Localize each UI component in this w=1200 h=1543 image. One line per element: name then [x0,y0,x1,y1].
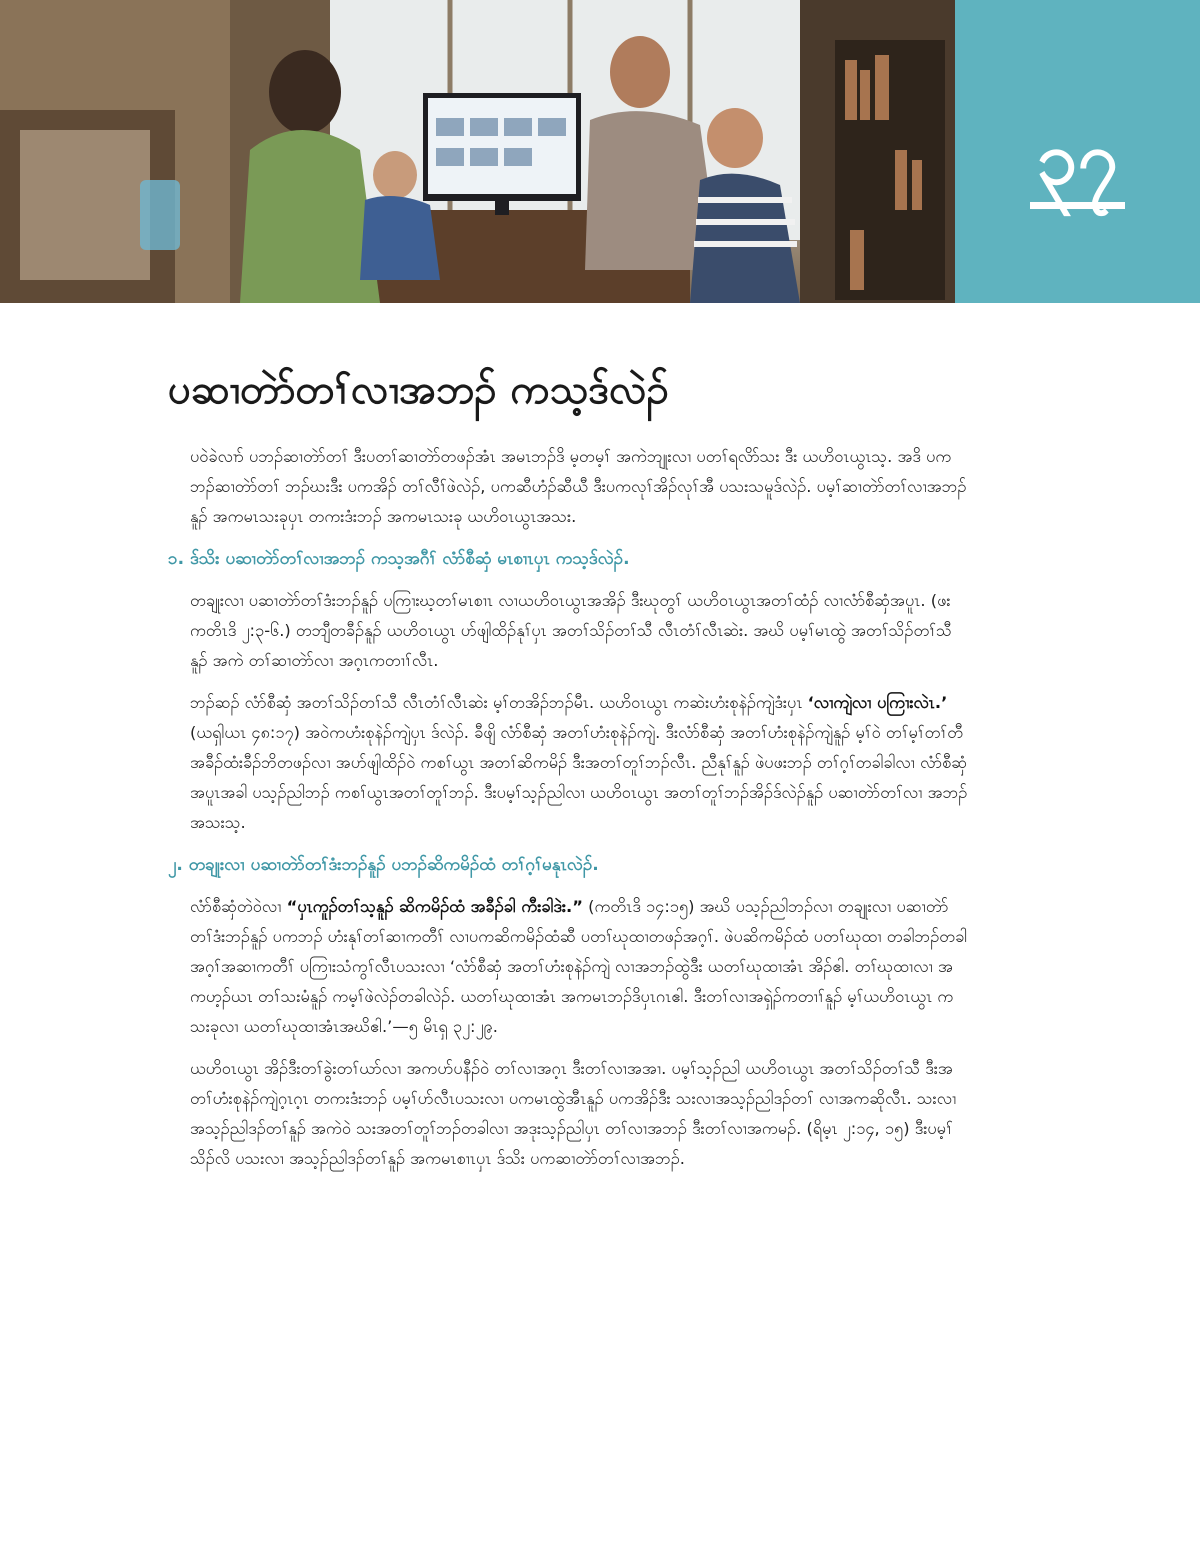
lesson-number-underline [1030,202,1125,209]
section-2-heading: ၂. တချုးလၢ ပဆၢတဲာ်တၢ်ဒံးဘၣ်နူၣ် ပဘၣ်ဆိကမိၣ်ထံ တၢ်ဂ့ၢ်မနုၤလဲၣ်. [168,855,599,875]
section-2-paragraph-1-quote: “ပှၤကူၣ်တၢ်သ့နူၣ် ဆိကမိၣ်ထံ အခီၣ်ခါ ကီးခါဒဲး.” [286,897,583,916]
baby [373,151,417,199]
father [610,36,670,108]
section-2-paragraph-1-text-b: (ကတိၤဒိ ၁၄:၁၅) အဃိ ပသ့ၣ်ညါဘၣ်လၢ တချုးလၢ ပဆၢတဲာ်တၢ်ဒံးဘၣ်နူၣ် ပကဘၣ် ဟံးနုၢ်တၢ်ဆၢကတီၢ် လၢပကဆိကမိၣ်ထံဆီ ပတၢ်ဃုထၢတဖၣ်အဂ့ၢ်. ဖဲပဆိကမိၣ်ထံ ပတၢ်ဃုထၢ တခါဘၣ်တခါ အဂ့ၢ်အဆၢကတီၢ် ပကြၢးသံကွၢ်လီၤပသးလၢ ‘လံာ်စီဆှံ အတၢ်ဟံးစုနဲၣ်ကျဲ လၢအဘၣ်ထွဲဒီး ယတၢ်ဃုထၢအံၤ အိၣ်ဧါ. တၢ်ဃုထၢလၢ အကဟ့ၣ်ယၤ တၢ်သးမံနူၣ် ကမ့ၢ်ဖဲလဲၣ်တခါလဲၣ်. ယတၢ်ဃုထၢအံၤ အကမၤဘၣ်ဒိပှၤဂၤဧါ. ဒီးတၢ်လၢအရှဲၣ်ကတၢၢ်နူၣ် မ့ၢ်ယဟိဝၤယွၤ ကသးခုလၢ ယတၢ်ဃုထၢအံၤအဃိဧါ.’—၅ မိၤရှ ၃၂:၂၉. [190,897,968,1036]
section-1-paragraph-1: တချုးလၢ ပဆၢတဲာ်တၢ်ဒံးဘၣ်နူၣ် ပကြၢးဃ့တၢ်မၤစၢၤ လၢယဟိဝၤယွၤအအိၣ် ဒီးဃုတွၢ် ယဟိဝၤယွၤအတၢ်ထံၣ် လၢလံာ်စီဆှံအပူၤ. (ဖး ကတိၤဒိ ၂:၃-၆.) တဘျီတခီၣ်နူၣ် ယဟိဝၤယွၤ ပာ်ဖျါထိၣ်နုၢ်ပှၤ အတၢ်သိၣ်တၢ်သီ လီၤတံၢ်လီၤဆဲး. အဃိ ပမ့ၢ်မၤထွဲ အတၢ်သိၣ်တၢ်သီနူၣ် အကဲ တၢ်ဆၢတဲာ်လၢ အဂ့ၤကတၢၢ်လီၤ. [190,591,952,670]
section-2-paragraph-1 [168,892,968,1042]
section-2-paragraph-1-text-a: လံာ်စီဆှံတဲဝဲလၢ [190,897,282,916]
boy [707,108,763,168]
lesson-number-box [955,0,1200,303]
section-1-heading: ၁. ဒ်သိး ပဆၢတဲာ်တၢ်လၢအဘၣ် ကသ့အဂီၢ် လံာ်စီဆှံ မၤစၢၤပှၤ ကသ့ဒ်လဲၣ်. [168,549,630,569]
hero-family-photo [0,0,955,303]
section-1-paragraph-2 [168,688,968,838]
section-1-paragraph-2-text-a: ဘၣ်ဆၣ် လံာ်စီဆှံ အတၢ်သိၣ်တၢ်သီ လီၤတံၢ်လီၤဆဲး မ့ၢ်တအိၣ်ဘၣ်မီၤ. ယဟိဝၤယွၤ ကဆဲးဟံးစုနဲၣ်ကျဲဒံးပှၤ [190,693,803,712]
lesson-number: ၃၇ [1037,116,1118,200]
section-2-paragraph-2: ယဟိဝၤယွၤ အိၣ်ဒီးတၢ်ခွဲးတၢ်ယာ်လၢ အကပာ်ပနီၣ်ဝဲ တၢ်လၢအဂ့ၤ ဒီးတၢ်လၢအအၢ. ပမ့ၢ်သ့ၣ်ညါ ယဟိဝၤယွၤ အတၢ်သိၣ်တၢ်သီ ဒီးအတၢ်ဟံးစုနဲၣ်ကျဲဂ့ၤဂ့ၤ တကးဒံးဘၣ် ပမ့ၢ်ပာ်လီၤပသးလၢ ပကမၤထွဲအီၤနူၣ် ပကအိၣ်ဒီး သးလၢအသ့ၣ်ညါဒၣ်တၢ် လၢအကဆိုလီၤ. သးလၢအသ့ၣ်ညါဒၣ်တၢ်နူၣ် အကဲဝဲ သးအတၢ်တူၢ်ဘၣ်တခါလၢ အဒုးသ့ၣ်ညါပှၤ တၢ်လၢအဘၣ် ဒီးတၢ်လၢအကမၣ်. (ရိမ့ၤ ၂:၁၄, ၁၅) ဒီးပမ့ၢ် သိၣ်လိ ပသးလၢ အသ့ၣ်ညါဒၣ်တၢ်နူၣ် အကမၤစၢၤပှၤ ဒ်သိး ပကဆၢတဲာ်တၢ်လၢအဘၣ်. [190,1059,957,1168]
section-1-paragraph-2-quote: ‘လၢကျဲလၢ ပကြၢးလဲၤ.’ [807,693,948,712]
main-content [168,442,968,1186]
mother [269,50,341,134]
intro-paragraph: ပဝဲခဲလၢာ် ပဘၣ်ဆၢတဲာ်တၢ် ဒီးပတၢ်ဆၢတဲာ်တဖၣ်အံၤ အမၤဘၣ်ဒိ မ့တမ့ၢ် အကဲဘျုးလၢ ပတၢ်ရလိာ်သး ဒီး ယဟိဝၤယွၤသ့. အဒိ ပကဘၣ်ဆၢတဲာ်တၢ် ဘၣ်ဃးဒီး ပကအိၣ် တၢ်လီၢ်ဖဲလဲၣ်, ပကဆီဟံၣ်ဆီယီ ဒီးပကလုၢ်အိၣ်လုၢ်အီ ပသးသမူဒ်လဲၣ်. ပမ့ၢ်ဆၢတဲာ်တၢ်လၢအဘၣ်နူၣ် အကမၤသးခုပှၤ တကးဒံးဘၣ် အကမၤသးခု ယဟိဝၤယွၤအသး. [190,447,967,526]
section-1-paragraph-2-text-b: (ယရှါယၤ ၄၈:၁၇) အဝဲကဟံးစုနဲၣ်ကျဲပှၤ ဒ်လဲၣ်. ခီဖျိ လံာ်စီဆှံ အတၢ်ဟံးစုနဲၣ်ကျဲ. ဒီးလံာ်စီဆှံ အတၢ်ဟံးစုနဲၣ်ကျဲနူၣ် မ့ၢ်ဝဲ တၢ်မ့ၢ်တၢ်တီ အခီၣ်ထံးခီၣ်ဘိတဖၣ်လၢ အပာ်ဖျါထိၣ်ဝဲ ကစၢ်ယွၤ အတၢ်ဆိကမိၣ် ဒီးအတၢ်တူၢ်ဘၣ်လီၤ. ညီနုၢ်နူၣ် ဖဲပဖးဘၣ် တၢ်ဂ့ၢ်တခါခါလၢ လံာ်စီဆှံအပူၤအခါ ပသ့ၣ်ညါဘၣ် ကစၢ်ယွၤအတၢ်တူၢ်ဘၣ်. ဒီးပမ့ၢ်သ့ၣ်ညါလၢ ယဟိဝၤယွၤ အတၢ်တူၢ်ဘၣ်အိၣ်ဒ်လဲၣ်နူၣ် ပဆၢတဲာ်တၢ်လၢ အဘၣ်အသးသ့. [190,723,968,832]
page-title: ပဆၢတဲာ်တၢ်လၢအဘၣ် ကသ့ဒ်လဲၣ် [168,367,669,413]
family-photo-illustration [0,0,955,303]
